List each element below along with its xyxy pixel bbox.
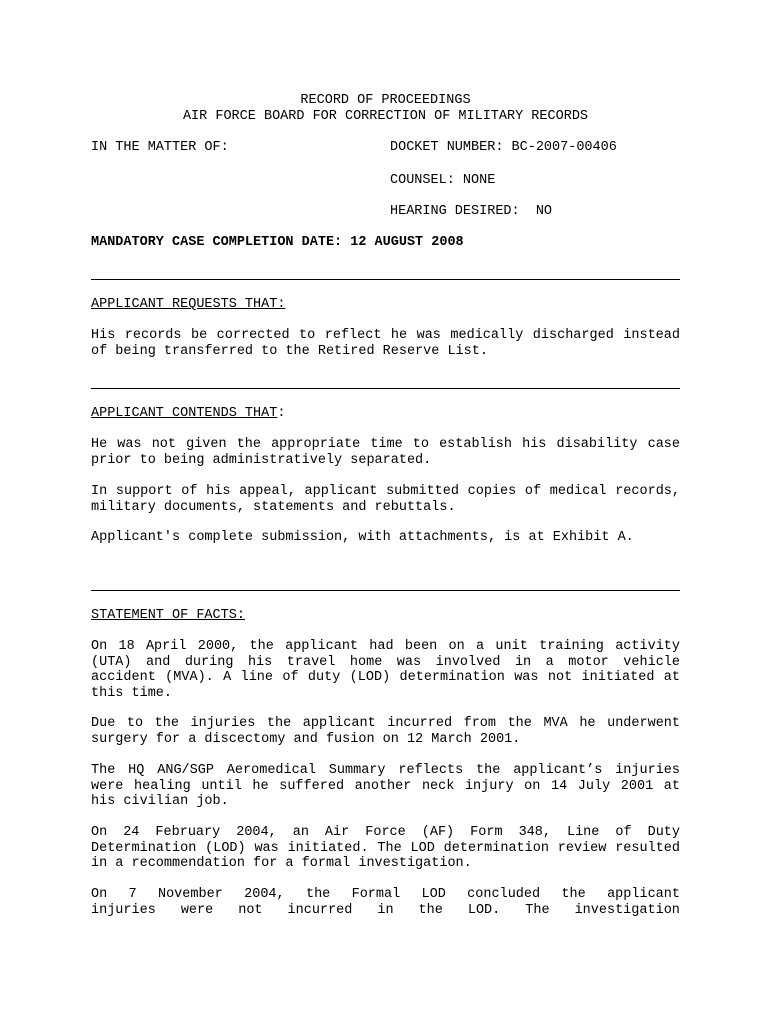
section-divider: [91, 590, 680, 591]
contends-heading: [91, 406, 285, 422]
word: LOD.: [467, 902, 501, 918]
word: in: [377, 902, 394, 918]
contends-heading-colon: :: [277, 406, 286, 421]
paragraph-line: On 7 November 2004, the Formal LOD concluded the applicant: [91, 887, 680, 902]
section-divider: [91, 279, 680, 280]
word: investigation: [574, 902, 680, 918]
contends-paragraph: Applicant's complete submission, with attachments, is at Exhibit A.: [91, 530, 634, 545]
facts-paragraph: On 24 February 2004, an Air Force (AF) Form 348, Line of Duty Determination (LOD) was initiated. The LOD determination review resulted in a recommendation for a formal investigation.: [91, 825, 680, 871]
hearing-desired: HEARING DESIRED: NO: [390, 204, 553, 219]
contends-paragraph: In support of his appeal, applicant submitted copies of medical records, military documents, statements and rebuttals.: [91, 484, 680, 515]
document-header: [91, 93, 680, 124]
facts-paragraph: [91, 887, 680, 918]
counsel: COUNSEL: NONE: [390, 173, 496, 188]
facts-paragraph: The HQ ANG/SGP Aeromedical Summary reflects the applicant’s injuries were healing until he suffered another neck injury on 14 July 2001 at his civilian job.: [91, 763, 680, 809]
requests-text: His records be corrected to reflect he was medically discharged instead of being transferred to the Retired Reserve List.: [91, 328, 680, 359]
facts-paragraph: On 18 April 2000, the applicant had been on a unit training activity (UTA) and during his travel home was involved in a motor vehicle accident (MVA). A line of duty (LOD) determination was not initiated at this time.: [91, 639, 680, 701]
contends-paragraph: He was not given the appropriate time to establish his disability case prior to being administratively separated.: [91, 437, 680, 468]
document-subtitle: AIR FORCE BOARD FOR CORRECTION OF MILITARY RECORDS: [182, 108, 589, 124]
contends-heading-text: APPLICANT CONTENDS THAT: [91, 406, 278, 421]
requests-heading: APPLICANT REQUESTS THAT:: [91, 297, 286, 312]
word: The: [525, 902, 550, 918]
facts-paragraph: Due to the injuries the applicant incurred from the MVA he underwent surgery for a discectomy and fusion on 12 March 2001.: [91, 716, 680, 747]
word: the: [418, 902, 443, 918]
word: not: [238, 902, 263, 918]
section-divider: [91, 388, 680, 389]
paragraph-line: [91, 903, 680, 919]
word: incurred: [287, 902, 353, 918]
matter-label: IN THE MATTER OF:: [91, 140, 229, 155]
facts-heading: STATEMENT OF FACTS:: [91, 608, 245, 623]
completion-date: MANDATORY CASE COMPLETION DATE: 12 AUGUST 2008: [91, 235, 464, 250]
document-title: RECORD OF PROCEEDINGS: [300, 93, 471, 108]
docket-number: DOCKET NUMBER: BC-2007-00406: [390, 140, 617, 155]
word: injuries: [91, 902, 156, 918]
word: were: [180, 902, 214, 918]
